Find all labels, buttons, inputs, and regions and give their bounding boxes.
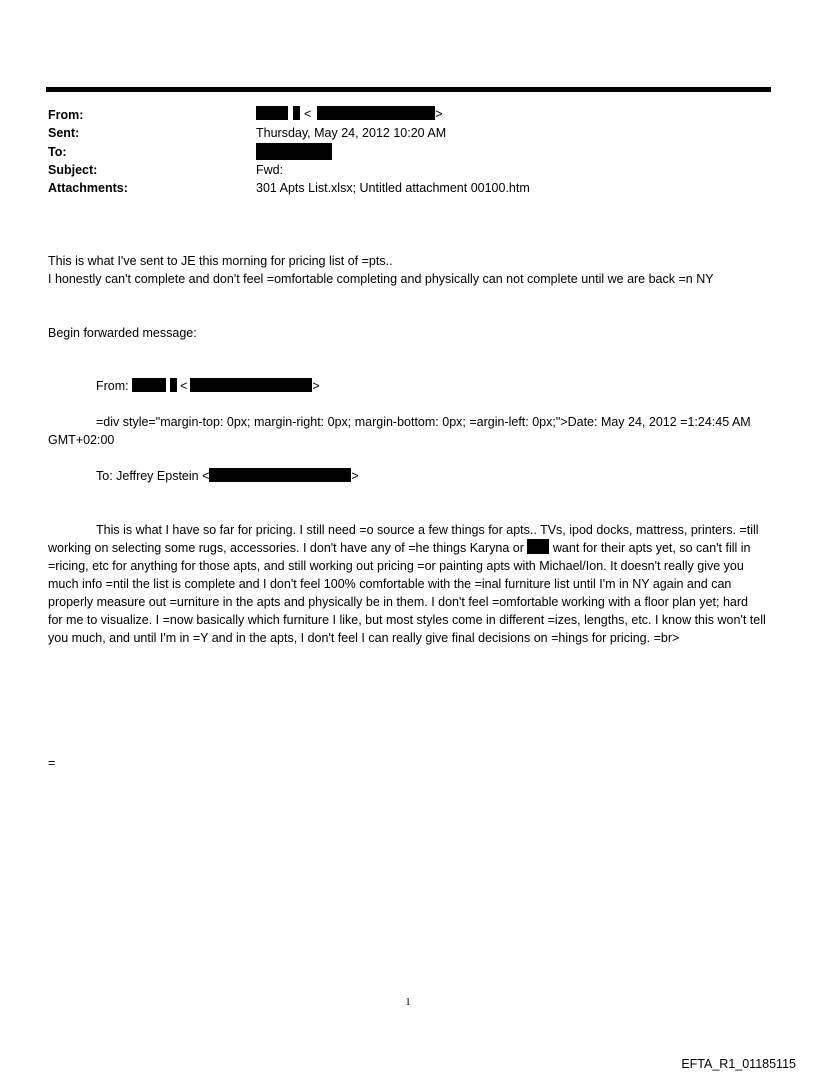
redaction-block [209,468,351,482]
fwd-from-label: From: [96,379,129,393]
paragraph-part-a: This is what I have so far for pricing. I still need =o source a few things for apts.. TVs, ipod docks, mattress, printers. =till working on selecting some rugs, accessories. I don't have any of =he things Karyna or [48,523,759,555]
body-line-1: This is what I've sent to JE this morning for pricing list of =pts.. [48,254,393,268]
fwd-from-line [96,377,816,395]
fwd-from-gt: > [312,379,320,393]
redaction-block [317,106,435,120]
to-label: To: [48,145,67,159]
page-number: 1 [405,996,411,1008]
trailer-char: = [48,756,56,770]
from-label: From: [48,108,84,122]
from-gt: > [435,107,443,121]
fwd-to-label: To: Jeffrey Epstein < [96,469,210,483]
div-date-line: =div style="margin-top: 0px; margin-right: 0px; margin-bottom: 0px; =argin-left: 0px;">Date: May 24, 2012 =1:24:45 AM GMT+02:00 [48,415,751,447]
attachments-value: 301 Apts List.xlsx; Untitled attachment 00100.htm [256,181,530,195]
redaction-block [170,378,177,392]
paragraph-part-b: want for their apts yet, so can't fill in =ricing, etc for anything for those apts, and still working out pricing =or painting apts with Michael/Ion. It doesn't really give you much info =ntil the list is complete and I don't feel 100% comfortable with the =inal furniture list until I'm in NY again and can properly measure out =urniture in the apts and physically be in them. I don't feel =omfortable working with a floor plan yet; hard for me to visualize. I =now basically which furniture I like, but most styles come in different =izes, lengths, etc. I know this won't tell you much, and until I'm in =Y and in the apts, I don't feel I can really give final decisions on =hings for pricing. =br> [48,541,766,645]
from-value [256,106,443,121]
redaction-block [527,539,549,554]
body-line-2: I honestly can't complete and don't feel =omfortable completing and physically can not complete until we are back =n NY [48,272,714,286]
redaction-block [256,106,288,120]
fwd-to-gt: > [351,469,359,483]
attachments-label: Attachments: [48,181,128,195]
bates-stamp: EFTA_R1_01185115 [681,1057,796,1071]
subject-value: Fwd: [256,163,284,177]
forwarded-label: Begin forwarded message: [48,326,197,340]
redaction-block [132,378,166,392]
fwd-to-line [96,467,816,485]
redaction-block [190,378,312,392]
sent-label: Sent: [48,126,80,140]
header-rule [46,87,771,92]
to-value [256,143,332,161]
fwd-from-lt: < [180,379,188,393]
sent-value: Thursday, May 24, 2012 10:20 AM [256,126,447,140]
redaction-block [256,143,332,160]
redaction-block [293,106,300,120]
forwarded-paragraph [48,521,766,647]
subject-label: Subject: [48,163,98,177]
from-lt: < [303,107,312,121]
